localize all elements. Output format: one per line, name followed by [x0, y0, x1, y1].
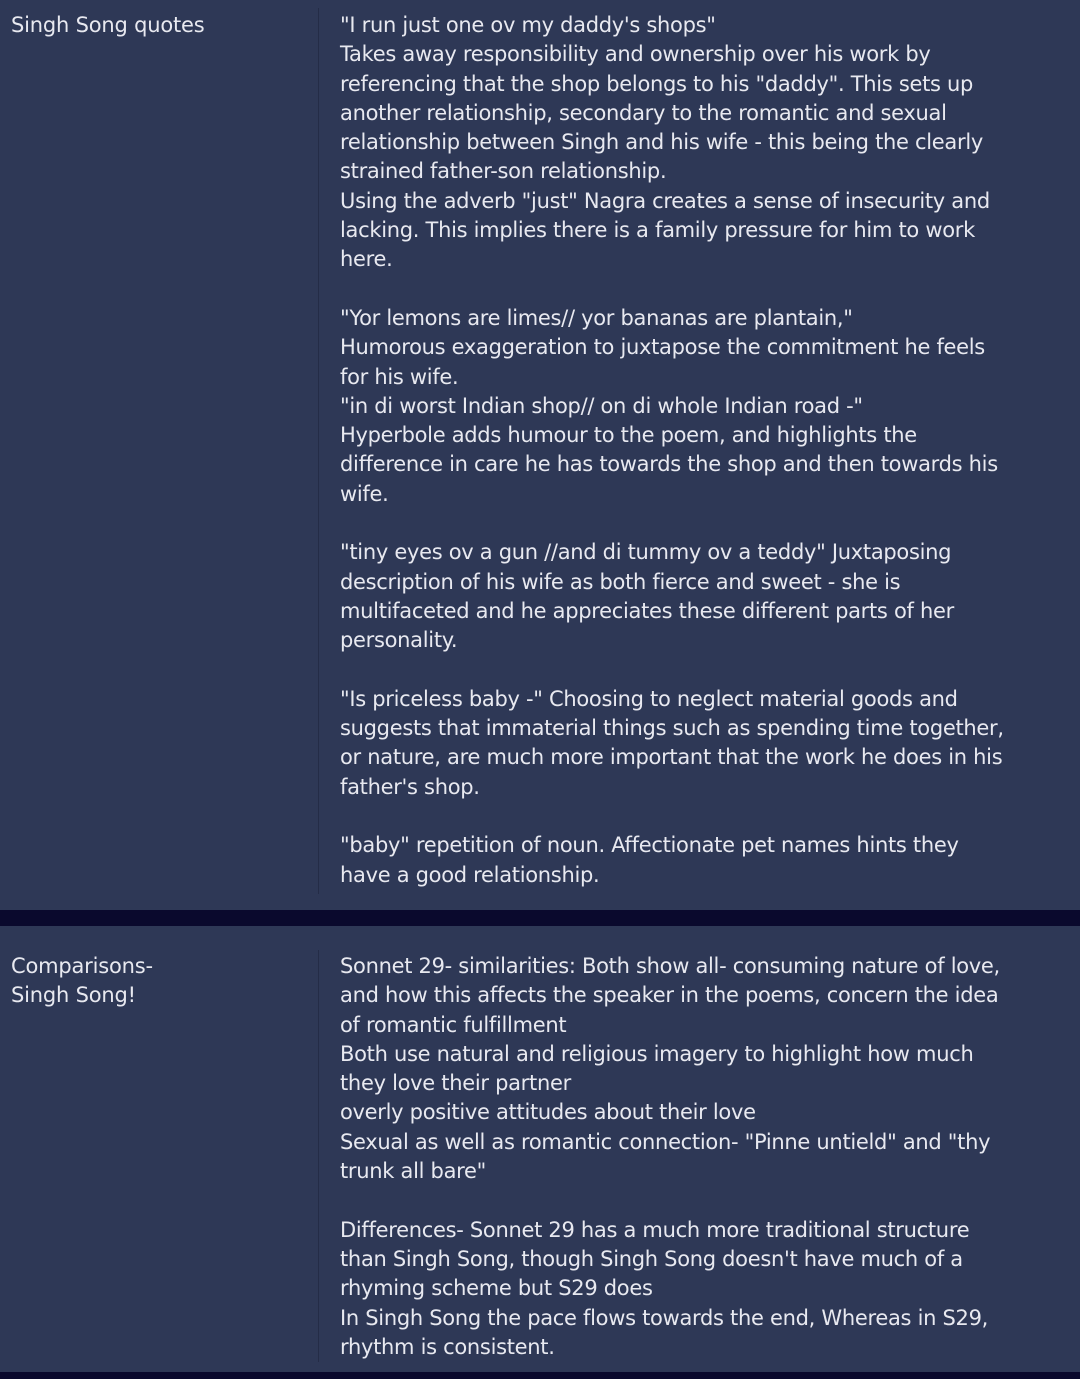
text-line: In Singh Song the pace flows towards the end, Whereas in S29, — [340, 1305, 989, 1330]
text-line: overly positive attitudes about their love — [340, 1100, 756, 1125]
column-divider — [318, 8, 319, 894]
text-line: multifaceted and he appreciates these different parts of her — [340, 598, 954, 623]
text-line: Using the adverb "just" Nagra creates a sense of insecurity and — [340, 188, 990, 213]
text-line: Takes away responsibility and ownership over his work by — [340, 42, 931, 67]
text-line: "Yor lemons are limes// yor bananas are plantain," — [340, 305, 853, 330]
text-line — [340, 1186, 1000, 1215]
text-line: "Is priceless baby -" Choosing to neglect material goods and — [340, 686, 958, 711]
card-definition — [318, 926, 1000, 1372]
text-line: rhythm is consistent. — [340, 1334, 555, 1359]
text-line — [340, 656, 1004, 685]
text-line: description of his wife as both fierce and sweet - she is — [340, 569, 901, 594]
text-line: Sexual as well as romantic connection- "Pinne untield" and "thy — [340, 1129, 991, 1154]
text-line: Both use natural and religious imagery to highlight how much — [340, 1041, 974, 1066]
text-line: "I run just one ov my daddy's shops" — [340, 13, 716, 37]
text-line: strained father-son relationship. — [340, 159, 667, 184]
text-line: have a good relationship. — [340, 862, 600, 887]
text-line: wife. — [340, 481, 389, 506]
flashcard — [0, 926, 1080, 1372]
text-line: suggests that immaterial things such as spending time together, — [340, 716, 1004, 741]
text-line: father's shop. — [340, 774, 480, 799]
text-line: for his wife. — [340, 364, 459, 389]
text-line: referencing that the shop belongs to his "daddy". This sets up — [340, 71, 974, 96]
text-line: "tiny eyes ov a gun //and di tummy ov a teddy" Juxtaposing — [340, 540, 952, 565]
text-line: "in di worst Indian shop// on di whole Indian road -" — [340, 393, 863, 418]
text-line: "baby" repetition of noun. Affectionate pet names hints they — [340, 833, 959, 858]
text-line: trunk all bare" — [340, 1159, 486, 1184]
card-term — [0, 926, 318, 1372]
column-divider — [318, 950, 319, 1362]
text-line: lacking. This implies there is a family pressure for him to work — [340, 218, 975, 243]
text-line: Hyperbole adds humour to the poem, and highlights the — [340, 423, 917, 448]
text-line: Humorous exaggeration to juxtapose the commitment he feels — [340, 335, 985, 360]
text-line: they love their partner — [340, 1071, 571, 1096]
text-line: another relationship, secondary to the romantic and sexual — [340, 100, 947, 125]
text-line: of romantic fulfillment — [340, 1012, 567, 1037]
text-line: Sonnet 29- similarities: Both show all- consuming nature of love, — [340, 954, 1000, 978]
text-line: rhyming scheme but S29 does — [340, 1276, 653, 1301]
text-line: here. — [340, 247, 393, 272]
card-term — [0, 0, 318, 910]
text-line: difference in care he has towards the shop and then towards his — [340, 452, 998, 477]
text-line: Comparisons- — [11, 954, 153, 978]
text-line — [340, 509, 1004, 538]
text-line: Singh Song quotes — [11, 13, 205, 37]
text-line: or nature, are much more important that the work he does in his — [340, 745, 1003, 770]
text-line: Singh Song! — [11, 983, 136, 1008]
text-line: and how this affects the speaker in the poems, concern the idea — [340, 983, 999, 1008]
text-line: than Singh Song, though Singh Song doesn't have much of a — [340, 1246, 963, 1271]
card-definition — [318, 0, 1004, 910]
text-line: relationship between Singh and his wife - this being the clearly — [340, 130, 983, 155]
text-line — [340, 275, 1004, 304]
text-line: personality. — [340, 628, 458, 653]
text-line: Differences- Sonnet 29 has a much more traditional structure — [340, 1217, 970, 1242]
text-line — [340, 802, 1004, 831]
